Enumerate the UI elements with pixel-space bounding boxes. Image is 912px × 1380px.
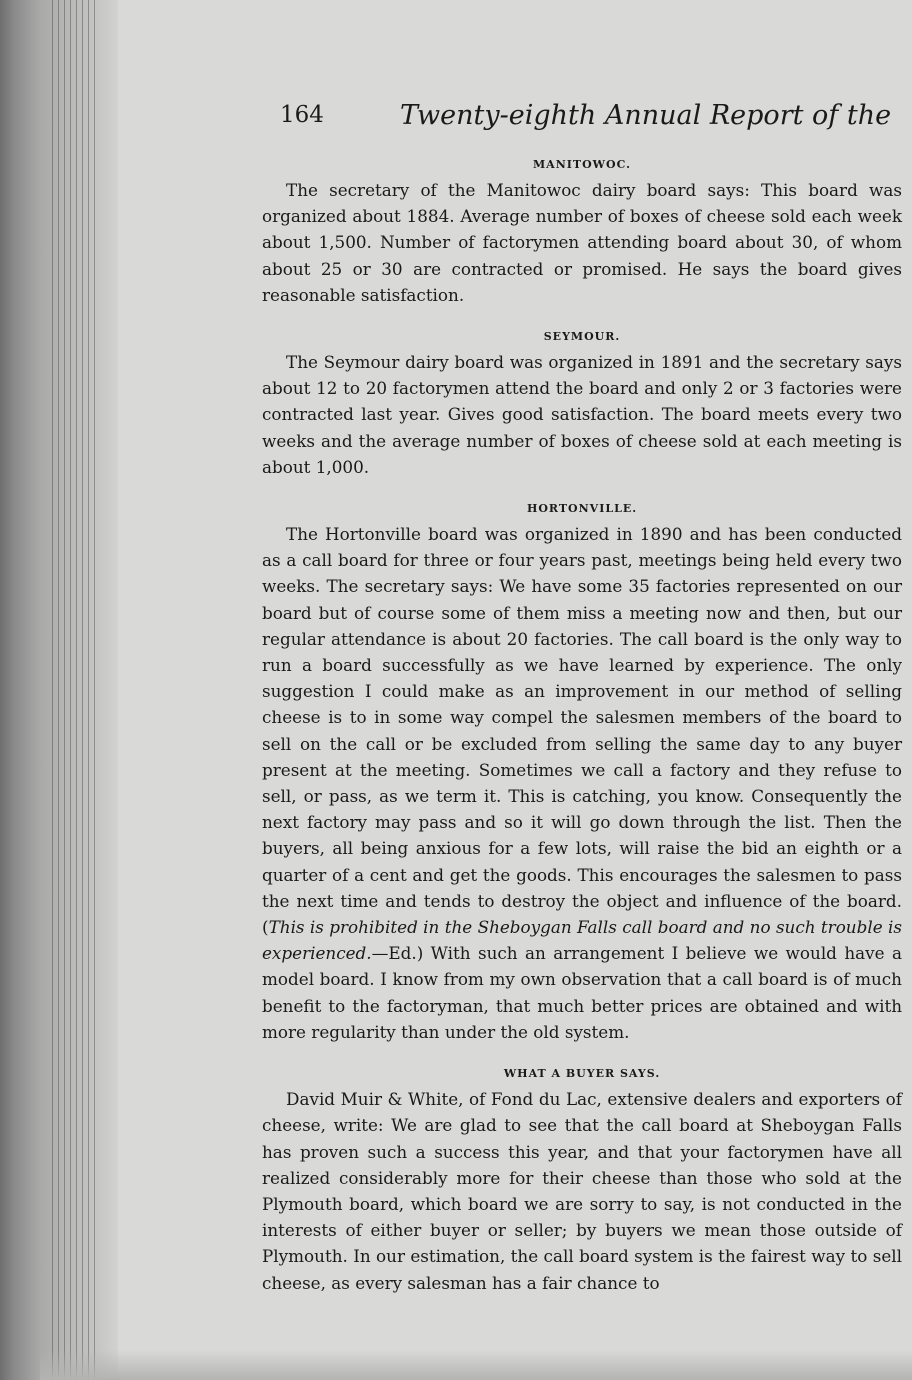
paragraph-manitowoc: The secretary of the Manitowoc dairy board says: This board was organized about 1884. Average number of boxes of cheese sold each week about 1,500. Number of factorymen attending board about 30, of whom about 25 or 30 are contracted or promised. He says the board gives reasonable satisfaction.: [262, 180, 902, 305]
page-bottom-shadow: [40, 1350, 912, 1380]
running-title: Twenty-eighth Annual Report of the: [400, 100, 892, 131]
section-heading-hortonville: HORTONVILLE.: [526, 502, 638, 516]
section-heading-manitowoc: MANITOWOC.: [532, 158, 631, 171]
hortonville-text-part-1: The Hortonville board was organized in 1890 and has been conducted as a call board for three or four years past, meetings being held every two weeks. The secretary says: We have some 35 factories represented on our board but of course some of them miss a meeting now and then, but our regular attendance is about 20 factories. The call board is the only way to run a board successfully as we have learned by experience. The only suggestion I could make as an improvement in our method of selling cheese is to in some way compel the salesmen members of the board to sell on the call or be excluded from selling the same day to any buyer present at the meeting. Sometimes we call a factory and they refuse to sell, or pass, as we term it. This is catching, you know. Consequently the next factory may pass and so it will go down through the list. Then the buyers, all being anxious for a few lots, will raise the bid an eighth or a quarter of a cent and get the goods. This encourages the salesmen to pass the next time and tends to destroy the object and influence of the board. (: [262, 524, 902, 938]
editor-note: This is prohibited in the Sheboygan Falls call board and no such trouble is experienced.: [262, 917, 902, 964]
paragraph-hortonville: [262, 521, 902, 1045]
paragraph-buyer: David Muir & White, of Fond du Lac, extensive dealers and exporters of cheese, write: We are glad to see that the call board at Sheboygan Falls has proven such a success this year, and that your factorymen have all realized considerably more for their cheese than those who sold at the Plymouth board, which board we are sorry to say, is not conducted in the interests of either buyer or seller; by buyers we mean those outside of Plymouth. In our estimation, the call board system is the fairest way to sell cheese, as every salesman has a fair chance to: [262, 1089, 902, 1293]
book-gutter: [0, 0, 118, 1380]
page-number: 164: [280, 102, 324, 128]
section-heading-buyer: WHAT A BUYER SAYS.: [503, 1067, 661, 1081]
page: [262, 88, 902, 1296]
page-header: [262, 88, 902, 138]
paragraph-seymour: The Seymour dairy board was organized in 1891 and the secretary says about 12 to 20 factorymen attend the board and only 2 or 3 factories were contracted last year. Gives good satisfaction. The board meets every two weeks and the average number of boxes of cheese sold at each meeting is about 1,000.: [262, 352, 902, 477]
section-heading-seymour: SEYMOUR.: [543, 330, 621, 344]
editor-note-attribution: —Ed.): [371, 943, 424, 964]
hortonville-text-part-2: With such an arrangement I believe we would have a model board. I know from my own observation that a call board is of much benefit to the factoryman, that much better prices are obtained and with more regularity than under the old system.: [262, 943, 902, 1042]
